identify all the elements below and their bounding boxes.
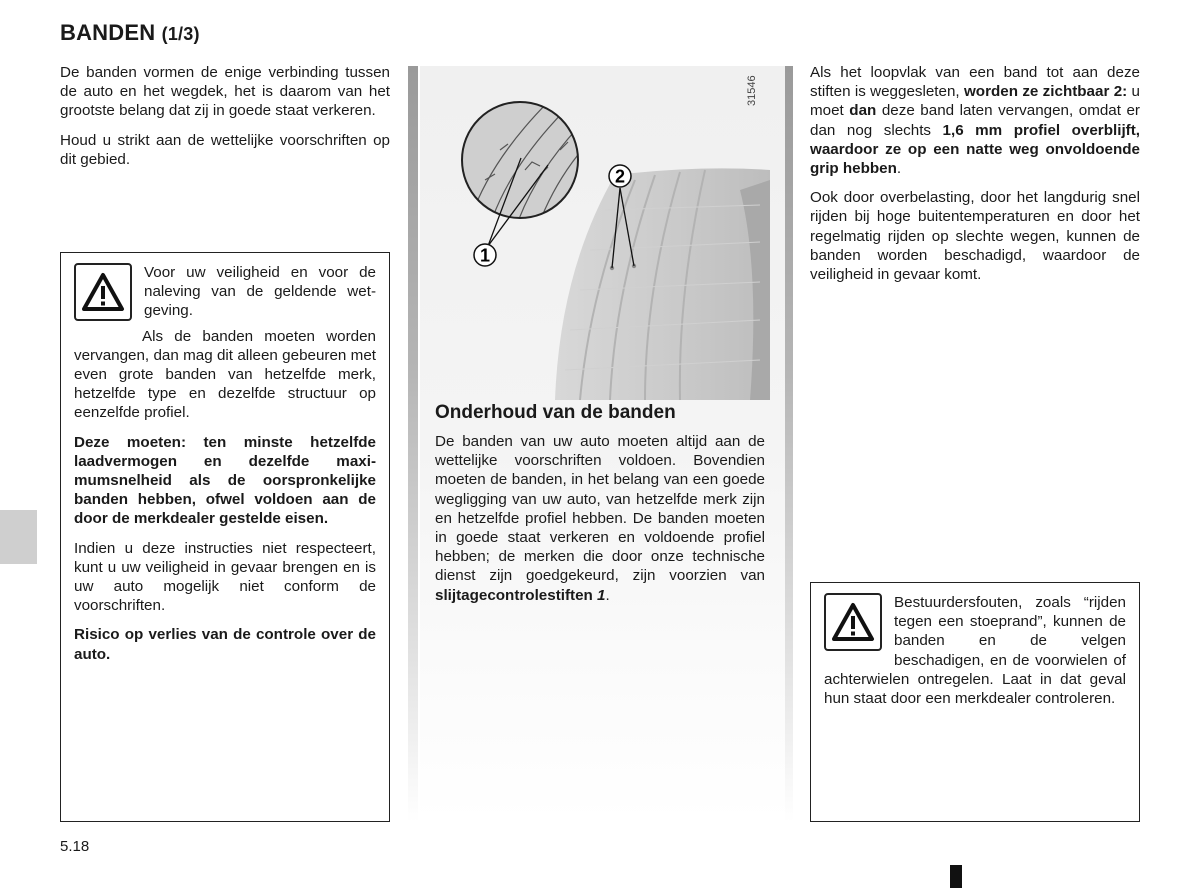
chapter-tab: [0, 510, 37, 564]
intro-text: [60, 63, 390, 179]
page-part-indicator: (1/3): [161, 24, 200, 44]
warning-replacement-text: Als de banden moeten worden vervangen, dan mag dit alleen gebeuren met even grote banden van hetzelfde merk, hetzelfde type en dezelfde structuur op eenzelfde profiel.: [74, 327, 376, 422]
intro-paragraph-1: De banden vormen de enige verbinding tussen de auto en het wegdek, het is daarom van het grootste belang dat zij in goede staat verkeren.: [60, 64, 390, 120]
maintenance-bold-term: slijtagecontrolestiften: [435, 586, 593, 604]
tread-detail-zoom: [462, 100, 600, 235]
maintenance-paragraph: [435, 432, 765, 605]
warning-control-text: [74, 625, 376, 663]
page-title: [60, 20, 200, 46]
wear-text-h: .: [896, 160, 902, 178]
warning-requirements-bold: Deze moeten: ten minste hetzelfde laadvermogen en dezelfde maximumsnelheid als de oorspronkelijke banden hebben, ofwel voldoen aan de door de merkdealer gestelde eisen.: [74, 433, 376, 528]
tyre-illustration: [440, 70, 770, 400]
intro-paragraph-2: Houd u strikt aan de wettelijke voorschriften op dit gebied.: [60, 131, 390, 168]
wear-text-a: Als het loopvlak van een band tot aan deze stiften is weggesleten,: [810, 64, 1140, 101]
maintenance-heading: Onderhoud van de banden: [435, 402, 676, 423]
wear-text-f: deze band laten vervangen, omdat er dan nog slechts: [810, 102, 1140, 139]
safety-warning-box: [60, 252, 390, 822]
figure-code: 31546: [746, 75, 758, 106]
page-number: 5.18: [60, 838, 90, 855]
driver-error-text: Bestuurdersfouten, zoals “rijden tegen een stoeprand”, kunnen de banden en de velgen beschadigen, en de voorwielen of achterwielen ontregelen. Laat in dat geval hun staat door een merkdealer controleren.: [824, 594, 1126, 708]
warning-requirements-text: [74, 433, 376, 529]
callout-1-label: 1: [479, 245, 491, 266]
driver-error-warning-box: [810, 582, 1140, 822]
maintenance-text: [435, 432, 765, 615]
warning-lead-text: Voor uw veiligheid en voor de naleving van de geldende wetgeving.: [144, 264, 376, 320]
maintenance-ref: 1: [597, 586, 606, 604]
page-edge-marker: [950, 865, 962, 888]
warning-control-bold: Risico op verlies van de controle over de auto.: [74, 626, 376, 663]
wear-text-g: 1,6 mm profiel overblijft, waardoor ze op een natte weg onvoldoende grip hebben: [810, 121, 1140, 178]
warning-triangle-icon: [824, 593, 882, 651]
wear-text-e: dan: [849, 102, 877, 120]
wear-text-b: worden ze zichtbaar: [963, 83, 1110, 101]
wear-text-d: u moet: [810, 83, 1140, 120]
page-title-text: BANDEN: [60, 20, 156, 45]
wear-paragraph-2: Ook door overbelasting, door het langdurig snel rijden bij hoge buitentemperaturen en door het regelmatig rijden op slechte wegen, kunnen de banden worden beschadigd, waardoor de veiligheid in gevaar komt.: [810, 189, 1140, 284]
wear-text-c: 2:: [1113, 83, 1128, 101]
tyre-tread: [555, 168, 770, 400]
maintenance-body: De banden van uw auto moeten altijd aan de wettelijke voorschriften voldoen. Bovendien moeten de banden, in het belang van een goede wegligging van uw auto, van hetzelfde merk zijn en hetzelfde profiel hebben. De banden moeten in goede staat verkeren en voldoende profiel hebben; de merken die door onze technische dienst zijn goedgekeurd, zijn voorzien van: [435, 433, 765, 585]
maintenance-end: .: [605, 586, 610, 604]
warning-triangle-icon: [74, 263, 132, 321]
callout-2-label: 2: [614, 166, 626, 187]
wear-indicator-text: [810, 63, 1140, 294]
wear-paragraph-1: [810, 63, 1140, 178]
column-separator-left: [408, 66, 418, 822]
warning-compliance-text: Indien u deze instructies niet respecteert, kunt u uw veiligheid in gevaar brengen en is uw auto mogelijk niet conform de voorschriften.: [74, 539, 376, 615]
